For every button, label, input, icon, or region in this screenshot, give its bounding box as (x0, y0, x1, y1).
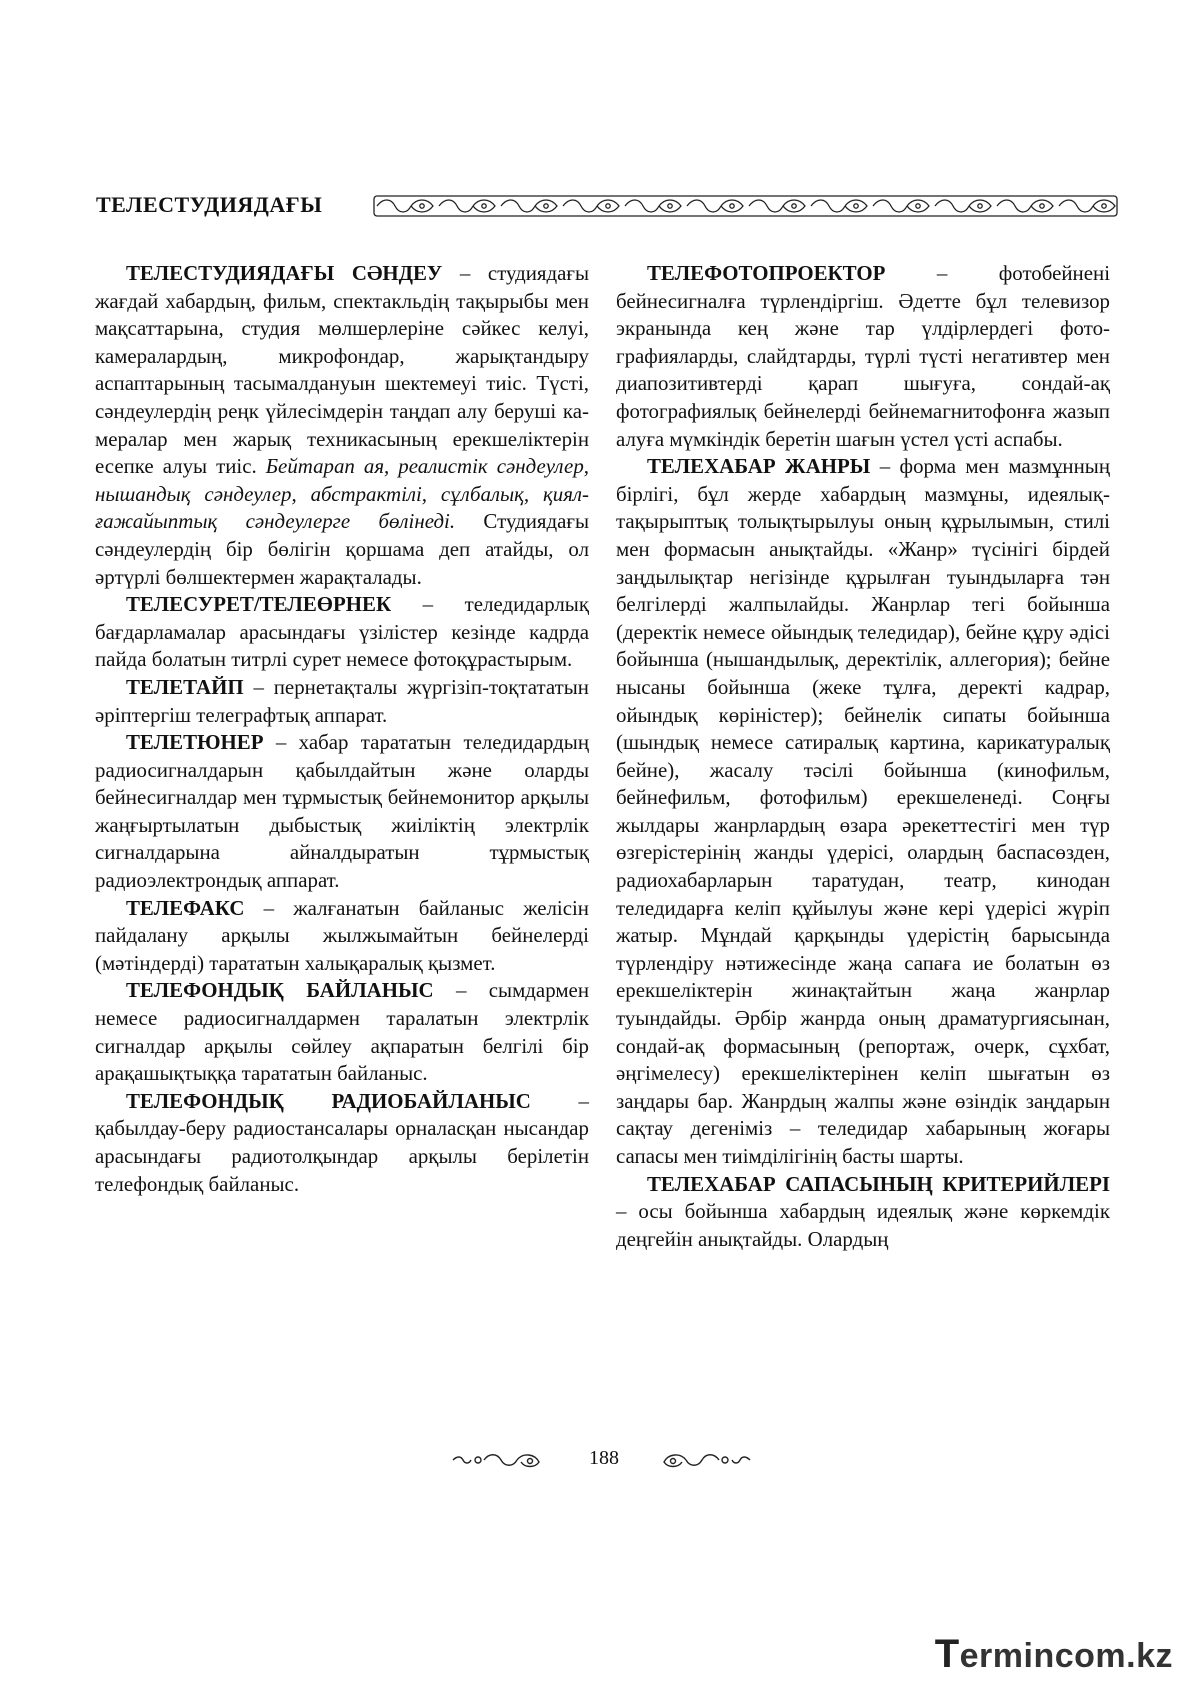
entry-definition: – хабар тарататын теледидардың радиосигналдарын қабылдайтын және оларды бейнесигналдар мен тұрмыстық бейнемонитор арқылы жаңғыртылатын дыбыстық жиіліктің электрлік сигналдарына айналдыратын тұрмыстық радиоэлектрондық аппарат. (95, 730, 589, 893)
entry-term: ТЕЛЕФОТОПРОЕКТОР (647, 261, 886, 285)
entry-term: ТЕЛЕФОНДЫҚ РАДИОБАЙЛАНЫС (126, 1088, 531, 1113)
entry-definition: – жалғанатын байланыс желісін пайдалану арқылы жылжымайтын бейнелерді (мәтіндерді) тарататын халықаралық қызмет. (95, 895, 589, 975)
entry-telestudio-decor (95, 260, 589, 591)
page-number: 188 (589, 1447, 619, 1469)
entry-term: ТЕЛЕСТУДИЯДАҒЫ СӘНДЕУ (126, 261, 443, 285)
entry-term: ТЕЛЕТАЙП (126, 674, 244, 699)
entry-telephone-radio-link (95, 1088, 589, 1198)
entry-term: ТЕЛЕФОНДЫҚ БАЙЛАНЫС (126, 978, 434, 1003)
entry-term: ТЕЛЕСУРЕТ/ТЕЛЕӨРНЕК (126, 592, 392, 617)
site-watermark-logo (935, 1632, 1173, 1677)
entry-telesuret (95, 591, 589, 674)
entry-definition: – фотобейнені бейнесигналға түрлендіргіш. Әдетте бұл телевизор экранында кең және тар үлдірлердегі фотографияларды, слайдтарды, түрлі түсті негативтер мен диапозитивтерді қарап шығуға, сондай-ақ фотографиялық бейнелерді бейнемагнитофонға жазып алуға мүмкіндік беретін шағын үстел үсті аспабы. (616, 261, 1110, 451)
running-head (96, 192, 1120, 222)
entry-telecast-genre (616, 453, 1110, 1170)
running-title: ТЕЛЕСТУДИЯДАҒЫ (96, 192, 323, 217)
entry-definition: – қабылдау-беру радиостансалары орналасқан нысандар арасындағы радиотолқындар арқылы берілетін телефондық байланыс. (95, 1088, 590, 1196)
page-footer (0, 1447, 1191, 1477)
entry-term: ТЕЛЕТЮНЕР (126, 730, 264, 755)
entry-definition: – осы бойынша хабардың идеялық және көркемдік деңгейін анықтайды. Олардың (616, 1199, 1110, 1251)
entry-term: ТЕЛЕХАБАР ЖАНРЫ (647, 454, 871, 479)
footer-ornament-right-icon (660, 1450, 752, 1470)
entry-definition: – пернетақталы жүргізіп-тоқтататын әріптергіш телеграфтық аппарат. (95, 674, 589, 727)
entry-telephotoprojector (616, 260, 1110, 453)
watermark-brand-rest: ermincom.kz (959, 1637, 1173, 1675)
left-column (95, 260, 589, 1198)
entry-definition: – сымдармен немесе радиосигналдармен таралатын электрлік сигналдар арқылы сөйлеу ақпаратын белгілі бір арақашықтыққа тарататын байланыс. (95, 978, 590, 1086)
entry-teletuner (95, 729, 589, 895)
entry-telefax (95, 895, 589, 978)
right-column (616, 260, 1110, 1253)
header-ornament-icon (373, 195, 1118, 217)
entry-definition-italic: Бейтарап ая, реалистік сәндеулер, нышандық сәндеулер, абстрактілі, сұлбалық, қиял-ғажайыптық сәндеулерге бөлінеді. (95, 454, 589, 534)
entry-definition: – студиядағы жағдай хабардың, фильм, спектакльдің тақырыбы мен мақсаттарына, студия мөлшерлеріне сәйкес келуі, камералардың, микрофондар, жарықтандыру аспаптарының тасымалдануын шектемеуі тиіс. Түсті, сәндеулердің реңк үйлесімдерін таңдап алу беруші камералар мен жарық техникасының ерекшеліктерін есепке алуы тиіс. (95, 261, 589, 479)
entry-telecast-quality-criteria (616, 1171, 1110, 1254)
footer-ornament-left-icon (451, 1450, 543, 1470)
entry-term: ТЕЛЕХАБАР САПАСЫНЫҢ КРИТЕРИЙЛЕРІ (647, 1171, 1110, 1196)
entry-definition: Студиядағы сәндеулердің бір бөлігін қоршама деп атайды, ол әртүрлі бөлшектермен жарақталады. (95, 509, 590, 589)
entry-term: ТЕЛЕФАКС (126, 895, 245, 920)
entry-definition: – форма мен мазмұнның бірлігі, бұл жерде хабардың мазмұны, идеялық-тақырыптық толықтырылуы оның құрылымын, стилі мен формасын анықтайды. «Жанр» түсінігі бірдей заңдылықтар негізінде құрылған туындыларға тән белгілерді жалпылайды. Жанрлар тегі бойынша (деректік немесе ойындық теледидар), бейне құру әдісі бойынша (нышандылық, деректілік, аллегория); бейне нысаны бойынша (жеке тұлға, деректі кадрар, ойындық көріністер); бейнелік сипаты бойынша (шындық немесе сатиралық картина, карикатуралық бейне), жасалу тәсілі бойынша (кинофильм, бейнефильм, фотофильм) ерекшеленеді. Соңғы жылдары жанрлардың өзара әрекеттестігі мен түр өзгерістерінің жанды үдерісі, олардың баспасөзден, радиохабарларын таратудан, театр, кинодан теледидарға келіп құйылуы және кері үдерісі жүріп жатыр. Мұндай қарқынды үдерістің барысында түрлендіру нәтижесінде жаңа сапаға ие болатын өз ерекшеліктерін жинақтайтын жаңа жанрлар туындайды. Әрбір жанрда оның драматургиясынан, сондай-ақ формасының (репортаж, очерк, сұхбат, әңгімелесу) ерекшеліктерінен келіп шығатын өз заңдары бар. Жанрдың жалпы және өзіндік заңдарын сақтау дегеніміз – теледидар хабарының жоғары сапасы мен тиімділігінің басты шарты. (616, 454, 1111, 1168)
entry-teletype (95, 674, 589, 729)
entry-definition: – теледидарлық бағдарламалар арасындағы үзілістер кезінде кадрда пайда болатын титрлі сурет немесе фотоқұрастырым. (95, 592, 589, 672)
entry-telephone-link (95, 977, 589, 1087)
watermark-brand-t: T (934, 1632, 960, 1676)
